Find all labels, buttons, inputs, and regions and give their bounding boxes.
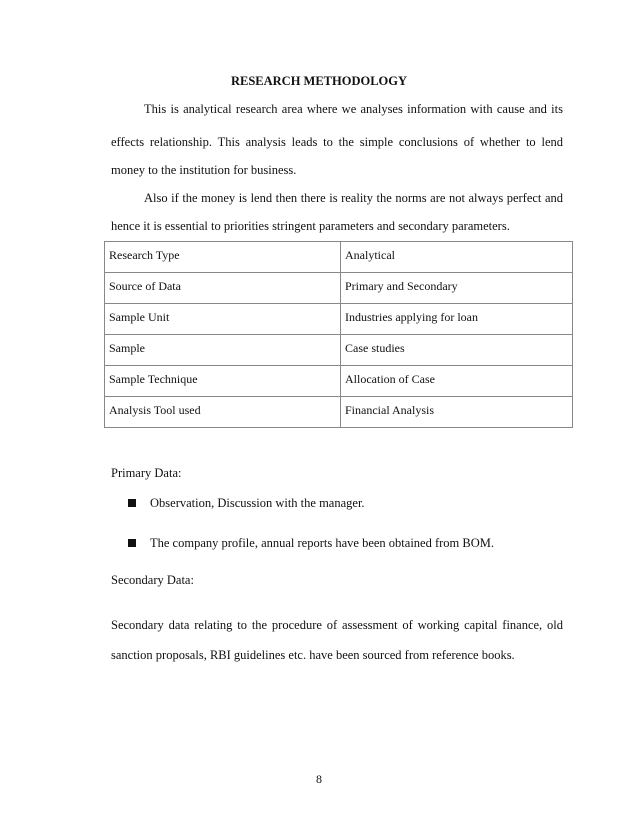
square-bullet-icon bbox=[128, 499, 136, 507]
paragraph-line: This is analytical research area where we analyses information with cause and its bbox=[144, 102, 563, 116]
table-cell-value: Case studies bbox=[341, 335, 573, 366]
table-cell-value: Financial Analysis bbox=[341, 397, 573, 428]
table-row bbox=[105, 397, 573, 428]
table-cell-value: Primary and Secondary bbox=[341, 273, 573, 304]
paragraph-line: money to the institution for business. bbox=[111, 163, 297, 177]
methodology-table bbox=[104, 241, 573, 428]
table-cell-label: Sample Unit bbox=[105, 304, 341, 335]
list-item: The company profile, annual reports have been obtained from BOM. bbox=[150, 536, 494, 550]
page-number: 8 bbox=[316, 772, 322, 786]
paragraph-line: hence it is essential to priorities stringent parameters and secondary parameters. bbox=[111, 219, 510, 233]
section-label-secondary: Secondary Data: bbox=[111, 573, 194, 587]
list-item: Observation, Discussion with the manager. bbox=[150, 496, 365, 510]
table-cell-label: Research Type bbox=[105, 242, 341, 273]
table-cell-label: Sample bbox=[105, 335, 341, 366]
table-cell-label: Analysis Tool used bbox=[105, 397, 341, 428]
table-cell-label: Sample Technique bbox=[105, 366, 341, 397]
table-row bbox=[105, 304, 573, 335]
table-cell-value: Allocation of Case bbox=[341, 366, 573, 397]
table-cell-label: Source of Data bbox=[105, 273, 341, 304]
paragraph-line: Secondary data relating to the procedure of assessment of working capital finance, old bbox=[111, 618, 563, 632]
table-cell-value: Industries applying for loan bbox=[341, 304, 573, 335]
table-row bbox=[105, 366, 573, 397]
paragraph-line: effects relationship. This analysis leads to the simple conclusions of whether to lend bbox=[111, 135, 563, 149]
paragraph-line: Also if the money is lend then there is reality the norms are not always perfect and bbox=[144, 191, 563, 205]
page-title: RESEARCH METHODOLOGY bbox=[230, 74, 408, 88]
table-row bbox=[105, 242, 573, 273]
square-bullet-icon bbox=[128, 539, 136, 547]
table-row bbox=[105, 335, 573, 366]
table-cell-value: Analytical bbox=[341, 242, 573, 273]
paragraph-line: sanction proposals, RBI guidelines etc. have been sourced from reference books. bbox=[111, 648, 515, 662]
section-label-primary: Primary Data: bbox=[111, 466, 182, 480]
table-row bbox=[105, 273, 573, 304]
